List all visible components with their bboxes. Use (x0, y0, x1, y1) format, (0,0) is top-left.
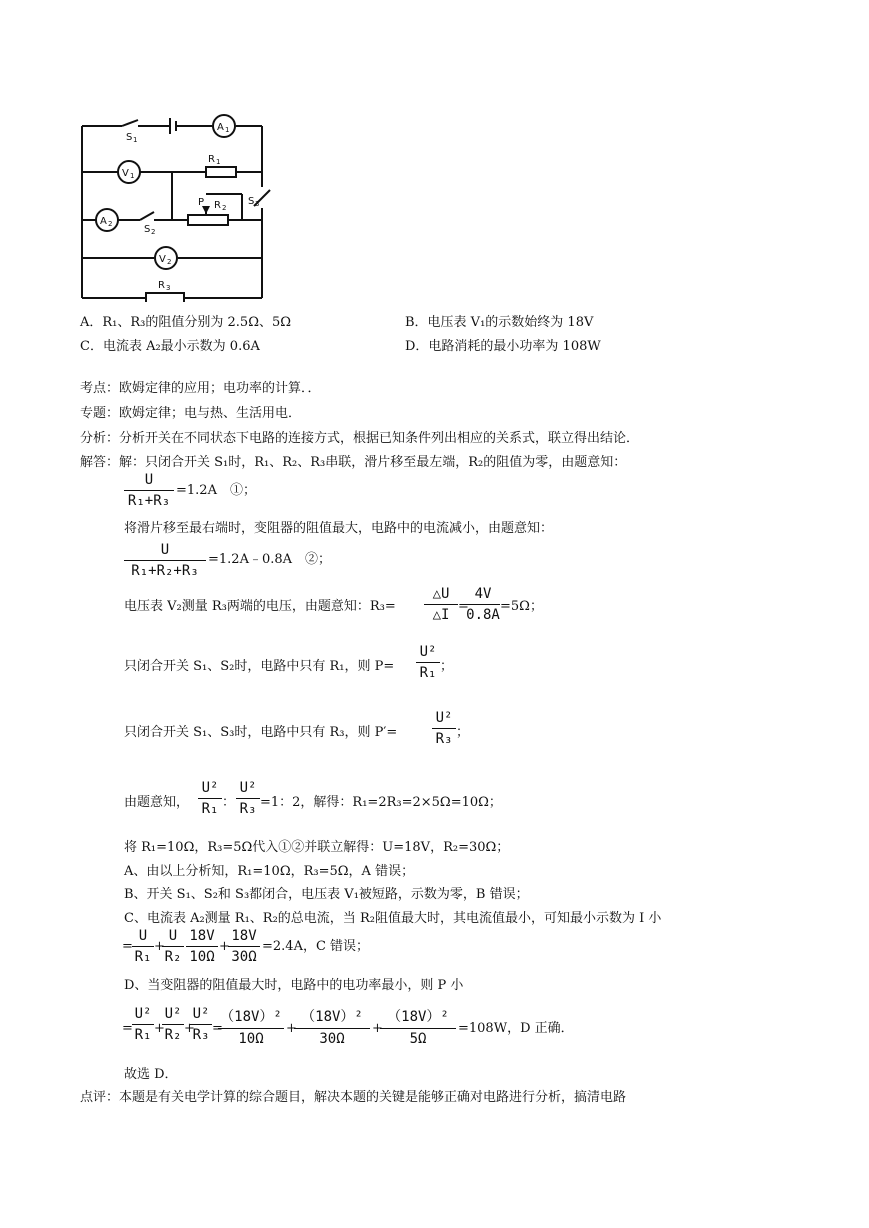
line13-frac-3: U² R₃ (190, 1006, 212, 1043)
solution-line-8: A、由以上分析知，R₁=10Ω，R₃=5Ω，A 错误； (124, 864, 415, 879)
line13-frac-4: （18V）² 10Ω (218, 1006, 284, 1047)
svg-text:2: 2 (167, 258, 172, 266)
svg-text:R: R (214, 200, 221, 211)
line6-frac-2: U² R₃ (236, 780, 260, 817)
solution-line-3-post: =5Ω； (500, 599, 543, 614)
line4-fraction: U² R₁ (416, 644, 440, 681)
line11-frac-3: 18V 10Ω (186, 928, 218, 965)
svg-text:A: A (100, 216, 107, 227)
svg-text:R: R (208, 154, 215, 165)
dianping-line: 点评：本题是有关电学计算的综合题目，解决本题的关键是能够正确对电路进行分析，搞清电路 (80, 1090, 627, 1105)
svg-text:R: R (158, 280, 165, 291)
line3-frac-2: 4V 0.8A (466, 586, 500, 623)
eq1-fraction: U R₁+R₃ (124, 472, 174, 509)
solution-line-9: B、开关 S₁、S₂和 S₃都闭合，电压表 V₁被短路，示数为零，B 错误； (124, 887, 529, 902)
svg-text:S: S (126, 132, 133, 143)
svg-text:P: P (198, 197, 205, 208)
option-a: A．R₁、R₃的阻值分别为 2.5Ω、5Ω (80, 315, 292, 330)
line13-frac-1: U² R₁ (132, 1006, 154, 1043)
solution-line-14: 故选 D． (124, 1067, 178, 1082)
option-b: B．电压表 V₁的示数始终为 18V (405, 315, 594, 330)
svg-text:2: 2 (151, 228, 156, 236)
svg-text:3: 3 (166, 284, 171, 292)
svg-text:2: 2 (108, 220, 113, 228)
solution-line-5-pre: 只闭合开关 S₁、S₃时，电路中只有 R₃，则 P′= (124, 725, 398, 740)
line6-frac-1: U² R₁ (198, 780, 222, 817)
svg-text:1: 1 (216, 158, 221, 166)
eq1-rhs: =1.2A ①； (176, 483, 256, 498)
solution-line-2: 将滑片移至最右端时，变阻器的阻值最大，电路中的电流减小，由题意知： (124, 521, 554, 536)
svg-text:3: 3 (255, 200, 260, 208)
jieda-line: 解答：解：只闭合开关 S₁时，R₁、R₂、R₃串联，滑片移至最左端，R₂的阻值为零，由题意知： (80, 455, 627, 470)
eq2-fraction: U R₁+R₂+R₃ (124, 542, 206, 579)
svg-text:S: S (144, 224, 151, 235)
fenxi-line: 分析：分析开关在不同状态下电路的连接方式，根据已知条件列出相应的关系式，联立得出结论． (80, 431, 640, 446)
line13-frac-6: （18V）² 5Ω (380, 1006, 456, 1047)
svg-text:S: S (248, 196, 255, 207)
solution-line-12: D、当变阻器的阻值最大时，电路中的电功率最小，则 P 小 (124, 978, 464, 993)
circuit-diagram (78, 112, 278, 302)
solution-line-7: 将 R₁=10Ω，R₃=5Ω代入①②并联立解得：U=18V，R₂=30Ω； (124, 840, 510, 855)
line11-frac-1: U R₁ (132, 928, 154, 965)
zhuanti-line: 专题：欧姆定律；电与热、生活用电． (80, 406, 302, 421)
line13-frac-2: U² R₂ (162, 1006, 184, 1043)
svg-text:V: V (159, 254, 166, 265)
solution-line-10: C、电流表 A₂测量 R₁、R₂的总电流，当 R₂阻值最大时，其电流值最小，可知最小示数为 I 小 (124, 911, 662, 926)
option-d: D．电路消耗的最小功率为 108W (405, 339, 601, 354)
kaodian-line: 考点：欧姆定律的应用；电功率的计算．． (80, 381, 321, 396)
svg-text:2: 2 (222, 204, 227, 212)
eq2-rhs: =1.2A﹣0.8A ②； (208, 552, 332, 567)
svg-text:1: 1 (225, 126, 230, 134)
solution-line-3-pre: 电压表 V₂测量 R₃两端的电压，由题意知：R₃= (124, 599, 396, 614)
svg-text:1: 1 (130, 172, 135, 180)
option-c: C．电流表 A₂最小示数为 0.6A (80, 339, 260, 354)
svg-text:V: V (122, 168, 129, 179)
line5-fraction: U² R₃ (432, 710, 456, 747)
line13-frac-5: （18V）² 30Ω (294, 1006, 370, 1047)
line11-frac-4: 18V 30Ω (228, 928, 260, 965)
solution-line-4-pre: 只闭合开关 S₁、S₂时，电路中只有 R₁，则 P= (124, 659, 395, 674)
line11-frac-2: U R₂ (162, 928, 184, 965)
line3-frac-1: △U △I (424, 586, 458, 623)
svg-text:1: 1 (133, 136, 138, 144)
solution-line-6-pre: 由题意知， (124, 795, 190, 810)
svg-text:A: A (217, 122, 224, 133)
